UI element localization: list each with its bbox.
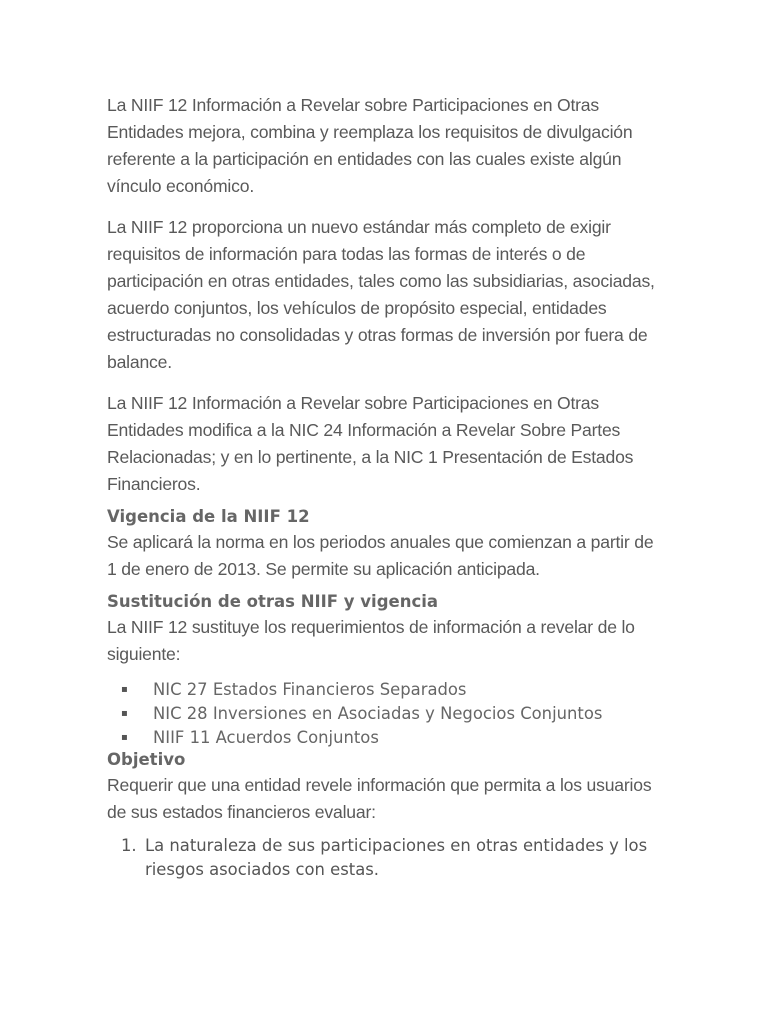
vigencia-heading: Vigencia de la NIIF 12 [107, 507, 310, 526]
intro-paragraph-3: La NIIF 12 Información a Revelar sobre Participaciones en Otras Entidades modifica a la NIC 24 Información a Revelar Sobre Partes Relacionadas; y en lo pertinente, a la NIC 1 Presentación de Estados Financieros. [107, 393, 634, 494]
sustitucion-list [107, 678, 667, 750]
list-item [107, 834, 667, 882]
document-page [107, 92, 667, 882]
square-bullet-icon: ▪ [121, 708, 128, 719]
vigencia-text: Se aplicará la norma en los periodos anuales que comienzan a partir de 1 de enero de 2013. Se permite su aplicación anticipada. [107, 532, 654, 579]
list-item-text: NIC 27 Estados Financieros Separados [153, 680, 467, 699]
list-item [107, 726, 667, 750]
objetivo-heading: Objetivo [107, 750, 186, 769]
list-item [107, 702, 667, 726]
square-bullet-icon: ▪ [121, 684, 128, 695]
list-item-number: 1. [121, 836, 137, 855]
intro-paragraph-2: La NIIF 12 proporciona un nuevo estándar más completo de exigir requisitos de información para todas las formas de interés o de participación en otras entidades, tales como las subsidiarias, asociadas, acuerdo conjuntos, los vehículos de propósito especial, entidades estructuradas no consolidadas y otras formas de inversión por fuera de balance. [107, 217, 655, 372]
sustitucion-heading: Sustitución de otras NIIF y vigencia [107, 592, 439, 611]
objetivo-text: Requerir que una entidad revele información que permita a los usuarios de sus estados financieros evaluar: [107, 775, 652, 822]
sustitucion-text: La NIIF 12 sustituye los requerimientos de información a revelar de lo siguiente: [107, 617, 635, 664]
list-item [107, 678, 667, 702]
intro-paragraph-1: La NIIF 12 Información a Revelar sobre Participaciones en Otras Entidades mejora, combina y reemplaza los requisitos de divulgación referente a la participación en entidades con las cuales existe algún vínculo económico. [107, 95, 633, 196]
list-item-text: La naturaleza de sus participaciones en otras entidades y los riesgos asociados con estas. [145, 836, 648, 879]
square-bullet-icon: ▪ [121, 732, 128, 743]
list-item-text: NIC 28 Inversiones en Asociadas y Negocios Conjuntos [153, 704, 603, 723]
list-item-text: NIIF 11 Acuerdos Conjuntos [153, 728, 379, 747]
objetivo-list [107, 834, 667, 882]
